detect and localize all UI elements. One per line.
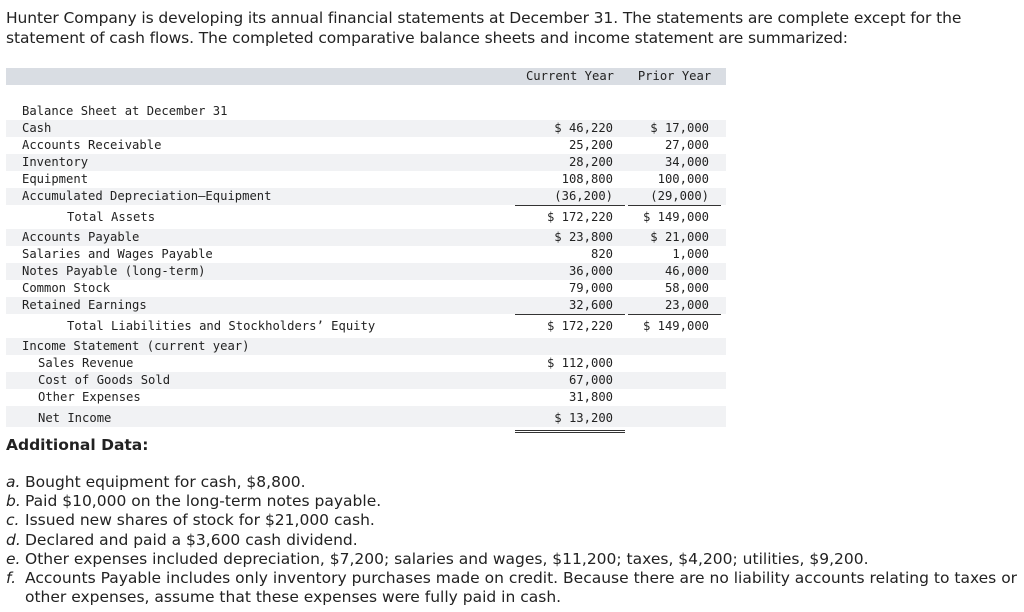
row-label: Notes Payable (long-term) xyxy=(22,264,206,278)
item-letter: d. xyxy=(6,530,21,549)
additional-data-title: Additional Data: xyxy=(6,436,149,454)
col-header-prior: Prior Year xyxy=(637,69,712,83)
current-value: $ 112,000 xyxy=(546,356,613,370)
prior-value: 100,000 xyxy=(657,172,709,186)
list-item xyxy=(6,550,1022,569)
list-item xyxy=(6,569,1022,607)
prior-value: $ 149,000 xyxy=(642,319,709,333)
row-label: Retained Earnings xyxy=(22,298,147,312)
item-letter: a. xyxy=(6,473,21,491)
item-letter: e. xyxy=(6,549,21,568)
table-row xyxy=(6,137,726,154)
item-text: Declared and paid a $3,600 cash dividend. xyxy=(25,530,358,549)
table-row xyxy=(6,280,726,297)
current-value: 25,200 xyxy=(568,138,613,152)
current-value: 31,800 xyxy=(568,390,613,404)
net-income-row xyxy=(6,406,726,427)
current-value: 820 xyxy=(590,247,613,261)
balance-heading-row xyxy=(6,103,726,120)
problem-intro: Hunter Company is developing its annual financial statements at December 31. The statements are complete except for the statement of cash flows. The completed comparative balance sheets and income statement are summarized: xyxy=(6,9,962,47)
current-value: $ 23,800 xyxy=(554,230,613,244)
table-row xyxy=(6,120,726,137)
income-heading: Income Statement (current year) xyxy=(22,339,250,353)
row-label: Net Income xyxy=(38,411,112,425)
financial-table xyxy=(6,68,726,427)
prior-value: 46,000 xyxy=(664,264,709,278)
current-value: 67,000 xyxy=(568,373,613,387)
list-item xyxy=(6,492,1022,511)
additional-data-list xyxy=(6,473,1022,607)
row-label: Cash xyxy=(22,121,52,135)
prior-value: 27,000 xyxy=(664,138,709,152)
current-value: 28,200 xyxy=(568,155,613,169)
item-text: Paid $10,000 on the long-term notes payable. xyxy=(25,492,382,511)
table-row xyxy=(6,171,726,188)
row-label: Sales Revenue xyxy=(38,356,134,370)
row-label: Inventory xyxy=(22,155,89,169)
item-text: Bought equipment for cash, $8,800. xyxy=(25,473,306,491)
prior-value: 1,000 xyxy=(672,247,709,261)
table-row xyxy=(6,154,726,171)
table-row xyxy=(6,188,726,205)
total-assets-row xyxy=(6,205,726,226)
row-label: Accounts Payable xyxy=(22,230,140,244)
item-text: Other expenses included depreciation, $7,200; salaries and wages, $11,200; taxes, $4,200; utilities, $9,200. xyxy=(25,549,869,568)
row-label: Common Stock xyxy=(22,281,111,295)
row-label: Salaries and Wages Payable xyxy=(22,247,213,261)
row-label: Other Expenses xyxy=(38,390,141,404)
spacer-row xyxy=(6,85,726,103)
current-value: $ 13,200 xyxy=(554,411,613,425)
prior-value: 34,000 xyxy=(664,155,709,169)
table-row xyxy=(6,355,726,372)
current-value: 79,000 xyxy=(568,281,613,295)
current-value: 36,000 xyxy=(568,264,613,278)
total-liabilities-row xyxy=(6,314,726,335)
col-header-current: Current Year xyxy=(525,69,615,83)
current-value: (36,200) xyxy=(554,189,613,203)
table-row xyxy=(6,372,726,389)
item-letter: b. xyxy=(6,492,21,511)
table-header-row xyxy=(6,68,726,85)
item-letter: c. xyxy=(6,511,20,530)
list-item xyxy=(6,473,1022,492)
row-label: Total Assets xyxy=(67,210,156,224)
row-label: Accumulated Depreciation—Equipment xyxy=(22,189,272,203)
table-row xyxy=(6,297,726,314)
balance-heading: Balance Sheet at December 31 xyxy=(22,104,228,118)
prior-value: 23,000 xyxy=(664,298,709,312)
prior-value: $ 21,000 xyxy=(650,230,709,244)
row-label: Cost of Goods Sold xyxy=(38,373,171,387)
prior-value: (29,000) xyxy=(650,189,709,203)
table-row xyxy=(6,389,726,406)
row-label: Accounts Receivable xyxy=(22,138,162,152)
current-value: $ 46,220 xyxy=(554,121,613,135)
table-row xyxy=(6,229,726,246)
income-heading-row xyxy=(6,338,726,355)
prior-value: $ 149,000 xyxy=(642,210,709,224)
item-text: Accounts Payable includes only inventory purchases made on credit. Because there are no liability accounts relating to taxes or other expenses, assume that these expenses were fully paid in cash. xyxy=(25,569,1018,607)
current-value: 32,600 xyxy=(568,298,613,312)
current-value: 108,800 xyxy=(561,172,613,186)
item-text: Issued new shares of stock for $21,000 cash. xyxy=(25,511,375,530)
row-label: Total Liabilities and Stockholders’ Equity xyxy=(67,319,376,333)
prior-value: $ 17,000 xyxy=(650,121,709,135)
row-label: Equipment xyxy=(22,172,89,186)
item-letter: f. xyxy=(6,569,17,588)
list-item xyxy=(6,511,1022,530)
current-value: $ 172,220 xyxy=(546,210,613,224)
list-item xyxy=(6,531,1022,550)
current-value: $ 172,220 xyxy=(546,319,613,333)
prior-value: 58,000 xyxy=(664,281,709,295)
table-row xyxy=(6,246,726,263)
table-row xyxy=(6,263,726,280)
